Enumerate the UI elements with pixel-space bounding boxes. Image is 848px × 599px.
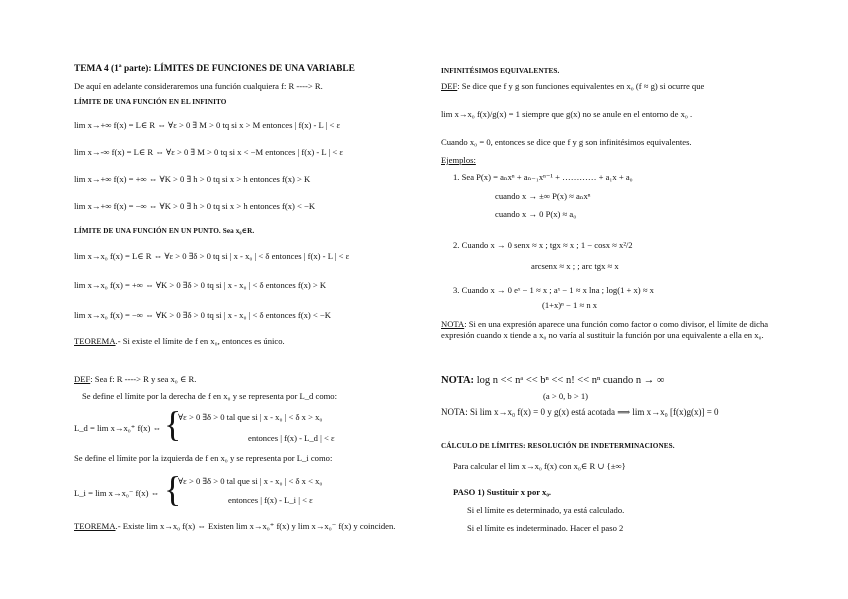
def-lateral <box>74 374 196 385</box>
lateral-right-intro: Se define el límite por la derecha de f en x₀ y se representa por L_d como: <box>82 391 337 401</box>
nota2-label: NOTA: <box>441 375 475 386</box>
lateral-right-cond: ∀ε > 0 ∃δ > 0 tal que si | x - x₀ | < δ x > x₀ <box>178 412 323 422</box>
nota2-formula: log n << nᵃ << bⁿ << n! << nⁿ cuando n → ∞ <box>476 375 665 386</box>
lateral-left-then: entonces | f(x) - L_i | < ε <box>228 495 313 505</box>
nota1-text: : Si en una expresión aparece una función como factor o como divisor, el límite de dicha expresión cuando x tiende a x₀ no varía al sustituir la función por una equivalente a ella en x₀. <box>441 319 769 340</box>
limit-inf-1: lim x→+∞ f(x) = L∈ R ⇔ ∀ε > 0 ∃ M > 0 tq si x > M entonces | f(x) - L | < ε <box>74 120 341 130</box>
paso-1-b: Si el límite es indeterminado. Hacer el paso 2 <box>467 523 624 533</box>
def2-text: : Se dice que f y g son funciones equivalentes en x₀ (f ≈ g) si ocurre que <box>457 81 705 91</box>
ejemplo-2-b: arcsenx ≈ x ; ; arc tgx ≈ x <box>531 261 619 271</box>
lateral-right-then: entonces | f(x) - L_d | < ε <box>248 433 335 443</box>
def-equivalentes <box>441 81 704 92</box>
nota-2 <box>441 375 664 386</box>
paso-1: PASO 1) Sustituir x por x₀. <box>453 487 552 497</box>
ejemplo-2: 2. Cuando x → 0 senx ≈ x ; tgx ≈ x ; 1 − cosx ≈ x²/2 <box>453 240 633 250</box>
teorema-text: .- Si existe el límite de f en x₀, entonces es único. <box>115 336 285 346</box>
right-column <box>424 0 848 599</box>
def-formula: lim x→x₀ f(x)/g(x) = 1 siempre que g(x) no se anule en el entorno de x₀ . <box>441 109 693 119</box>
ejemplo-1: 1. Sea P(x) = aₙxⁿ + aₙ₋₁xⁿ⁻¹ + ………… + a₁x + a₀ <box>453 172 633 182</box>
teorema2-label: TEOREMA <box>74 521 116 531</box>
def-text: : Sea f: R ----> R y sea x₀ ∈ R. <box>90 374 197 384</box>
limit-pt-1: lim x→x₀ f(x) = L∈ R ⇔ ∀ε > 0 ∃δ > 0 tq si | x - x₀ | < δ entonces | f(x) - L | < ε <box>74 251 350 261</box>
teorema-unicidad <box>74 336 285 347</box>
section-point: LÍMITE DE UNA FUNCIÓN EN UN PUNTO. Sea x₀∈R. <box>74 227 255 235</box>
ejemplo-3: 3. Cuando x → 0 eˣ − 1 ≈ x ; aˣ − 1 ≈ x lna ; log(1 + x) ≈ x <box>453 285 654 295</box>
nota-2-cond: (a > 0, b > 1) <box>543 391 589 401</box>
paso-1-a: Si el límite es determinado, ya está calculado. <box>467 505 625 515</box>
calc-intro: Para calcular el lim x→x₀ f(x) con x₀∈ R ∪ {±∞} <box>453 461 626 471</box>
ejemplo-1-b: cuando x → 0 P(x) ≈ a₀ <box>495 209 577 219</box>
ejemplos-label: Ejemplos: <box>441 155 476 165</box>
lateral-right-lhs: L_d = lim x→x₀⁺ f(x) ⇔ <box>74 423 162 433</box>
limit-inf-2: lim x→-∞ f(x) = L∈ R ⇔ ∀ε > 0 ∃ M > 0 tq si x < −M entonces | f(x) - L | < ε <box>74 147 343 157</box>
section-calculo: CÁLCULO DE LÍMITES: RESOLUCIÓN DE INDETERMINACIONES. <box>441 442 675 450</box>
teorema-laterales <box>74 521 395 532</box>
def2-label: DEF <box>441 81 458 91</box>
section-infinity: LÍMITE DE UNA FUNCIÓN EN EL INFINITO <box>74 98 227 106</box>
lateral-left-lhs: L_i = lim x→x₀⁻ f(x) ⇔ <box>74 488 160 498</box>
limit-inf-3: lim x→+∞ f(x) = +∞ ⇔ ∀K > 0 ∃ h > 0 tq si x > h entonces f(x) > K <box>74 174 311 184</box>
limit-pt-3: lim x→x₀ f(x) = −∞ ⇔ ∀K > 0 ∃δ > 0 tq si | x - x₀ | < δ entonces f(x) < −K <box>74 310 331 320</box>
teorema-label: TEOREMA <box>74 336 116 346</box>
nota-1 <box>441 319 795 340</box>
cuando-x0: Cuando x₀ = 0, entonces se dice que f y g son infinitésimos equivalentes. <box>441 137 692 147</box>
def-label: DEF <box>74 374 91 384</box>
limit-pt-2: lim x→x₀ f(x) = +∞ ⇔ ∀K > 0 ∃δ > 0 tq si | x - x₀ | < δ entonces f(x) > K <box>74 280 327 290</box>
nota-3: NOTA: Si lim x→x₀ f(x) = 0 y g(x) está acotada ⟹ lim x→x₀ [f(x)g(x)] = 0 <box>441 407 719 417</box>
lateral-left-cond: ∀ε > 0 ∃δ > 0 tal que si | x - x₀ | < δ x < x₀ <box>178 476 323 486</box>
nota1-label: NOTA <box>441 319 465 329</box>
doc-title: TEMA 4 (1ª parte): LÍMITES DE FUNCIONES DE UNA VARIABLE <box>74 64 355 74</box>
brace-left: { <box>164 469 182 509</box>
brace-right: { <box>164 404 182 444</box>
ejemplo-1-a: cuando x → ±∞ P(x) ≈ aₙxⁿ <box>495 191 591 201</box>
intro-text: De aquí en adelante consideraremos una función cualquiera f: R ----> R. <box>74 81 323 91</box>
limit-inf-4: lim x→+∞ f(x) = −∞ ⇔ ∀K > 0 ∃ h > 0 tq si x > h entonces f(x) < −K <box>74 201 316 211</box>
teorema2-text: .- Existe lim x→x₀ f(x) ⇔ Existen lim x→x₀⁺ f(x) y lim x→x₀⁻ f(x) y coinciden. <box>115 521 396 531</box>
ejemplo-3-b: (1+x)ⁿ − 1 ≈ n x <box>542 300 598 310</box>
lateral-left-intro: Se define el límite por la izquierda de f en x₀ y se representa por L_i como: <box>74 453 333 463</box>
section-infinitesimos: INFINITÉSIMOS EQUIVALENTES. <box>441 67 560 75</box>
